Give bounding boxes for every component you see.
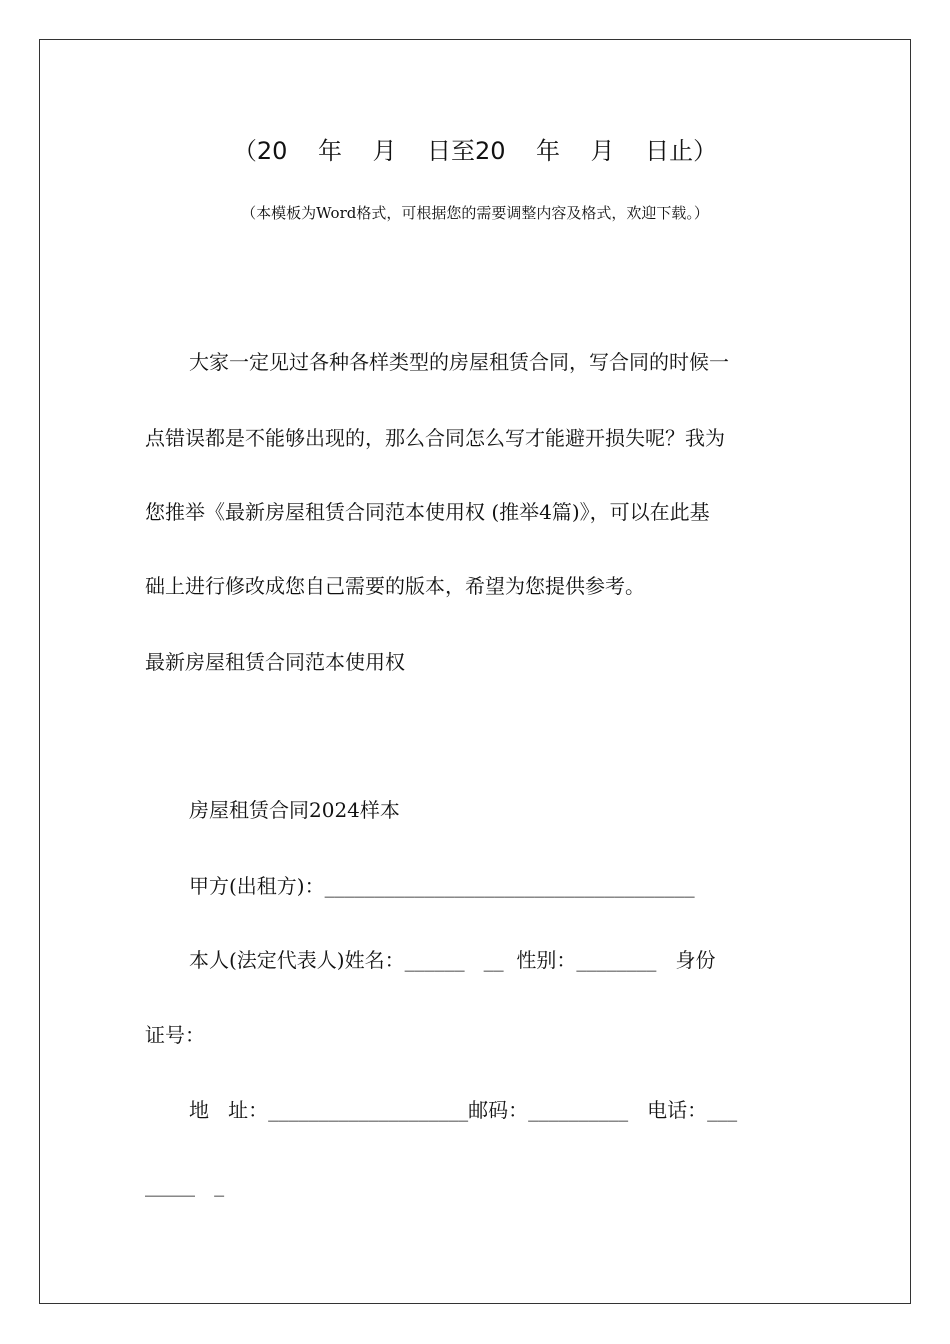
address-field-continued: _____ _	[145, 1173, 225, 1197]
intro-line-2: 点错误都是不能够出现的，那么合同怎么写才能避开损失呢？我为	[145, 426, 725, 450]
address-field: 地 址：____________________邮码：__________ 电话：___	[189, 1098, 738, 1122]
party-a-field: 甲方(出租方)：_____________________________________	[189, 874, 695, 898]
intro-line-4: 础上进行修改成您自己需要的版本，希望为您提供参考。	[145, 574, 645, 598]
section-title: 最新房屋租赁合同范本使用权	[145, 650, 405, 674]
intro-line-3: 您推举《最新房屋租赁合同范本使用权 (推举4篇)》，可以在此基	[145, 500, 710, 524]
id-number-field: 证号：	[145, 1023, 205, 1047]
intro-line-1: 大家一定见过各种各样类型的房屋租赁合同，写合同的时候一	[189, 350, 729, 374]
template-note: （本模板为Word格式，可根据您的需要调整内容及格式，欢迎下载。）	[241, 204, 709, 222]
representative-field: 本人(法定代表人)姓名：______ __ 性别：________ 身份	[189, 948, 716, 972]
contract-sample-title: 房屋租赁合同2024样本	[189, 798, 400, 822]
date-range-heading: （20 年 月 日至20 年 月 日止）	[232, 137, 718, 165]
